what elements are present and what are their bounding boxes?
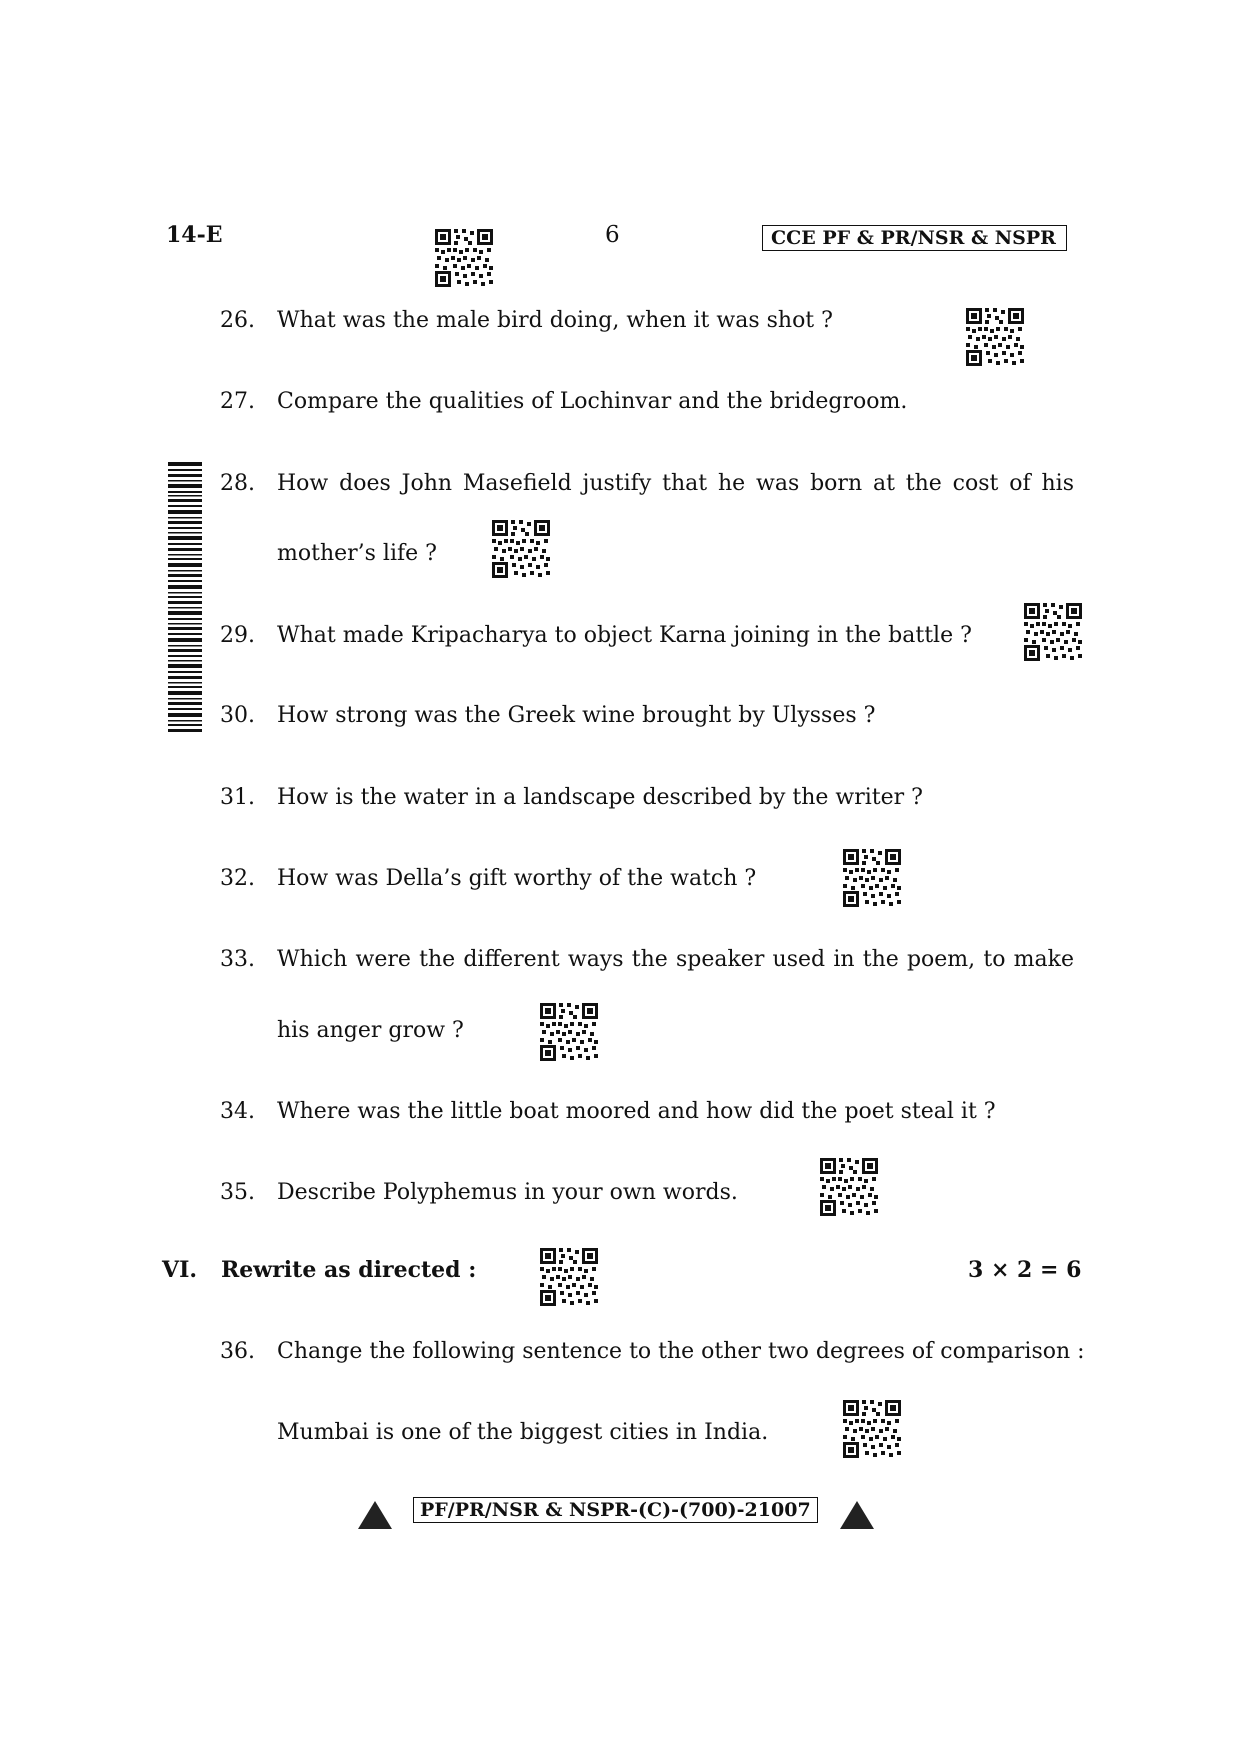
question-26 [0, 308, 1240, 334]
question-number: 34. [220, 1099, 255, 1124]
qr-code-icon [434, 228, 494, 288]
question-27 [0, 389, 1240, 415]
question-text-line-2: mother’s life ? [277, 541, 437, 566]
question-sentence: Mumbai is one of the biggest cities in India. [277, 1420, 769, 1445]
page-number: 6 [605, 222, 620, 248]
question-text: How was Della’s gift worthy of the watch ? [277, 866, 757, 891]
triangle-marker-icon [358, 1501, 392, 1529]
qr-code-icon [1023, 602, 1083, 662]
footer-code: PF/PR/NSR & NSPR-(C)-(700)-21007 [413, 1497, 818, 1523]
barcode-icon [168, 462, 202, 732]
qr-code-icon [842, 1399, 902, 1459]
question-34 [0, 1099, 1240, 1125]
question-number: 28. [220, 471, 255, 496]
question-number: 29. [220, 623, 255, 648]
question-number: 35. [220, 1180, 255, 1205]
question-instruction: Change the following sentence to the other two degrees of comparison : [277, 1339, 1085, 1364]
question-33 [0, 947, 1240, 973]
question-number: 32. [220, 866, 255, 891]
question-text: What made Kripacharya to object Karna joining in the battle ? [277, 623, 972, 648]
qr-code-icon [965, 307, 1025, 367]
question-number: 30. [220, 703, 255, 728]
header-exam-code: CCE PF & PR/NSR & NSPR [762, 225, 1067, 251]
question-text: How strong was the Greek wine brought by Ulysses ? [277, 703, 876, 728]
header-paper-code: 14-E [166, 222, 223, 248]
section-number: VI. [162, 1257, 198, 1283]
qr-code-icon [842, 848, 902, 908]
triangle-marker-icon [840, 1501, 874, 1529]
qr-code-icon [539, 1002, 599, 1062]
question-text: What was the male bird doing, when it was shot ? [277, 308, 833, 333]
question-text: How is the water in a landscape described by the writer ? [277, 785, 923, 810]
question-32 [0, 866, 1240, 892]
question-text: Where was the little boat moored and how did the poet steal it ? [277, 1099, 996, 1124]
question-30 [0, 703, 1240, 729]
question-31 [0, 785, 1240, 811]
question-28 [0, 471, 1240, 497]
qr-code-icon [819, 1157, 879, 1217]
question-number: 33. [220, 947, 255, 972]
section-title: Rewrite as directed : [221, 1257, 477, 1283]
question-text-line-1: Which were the different ways the speaker used in the poem, to make [277, 947, 1074, 972]
question-text-line-2: his anger grow ? [277, 1018, 464, 1043]
question-36 [0, 1339, 1240, 1365]
question-number: 27. [220, 389, 255, 414]
qr-code-icon [539, 1247, 599, 1307]
question-text-line-1: How does John Masefield justify that he was born at the cost of his [277, 471, 1074, 496]
question-35 [0, 1180, 1240, 1206]
section-marks: 3 × 2 = 6 [968, 1257, 1082, 1283]
question-number: 26. [220, 308, 255, 333]
question-number: 31. [220, 785, 255, 810]
qr-code-icon [491, 519, 551, 579]
question-number: 36. [220, 1339, 255, 1364]
question-text: Describe Polyphemus in your own words. [277, 1180, 738, 1205]
question-text: Compare the qualities of Lochinvar and the bridegroom. [277, 389, 908, 414]
